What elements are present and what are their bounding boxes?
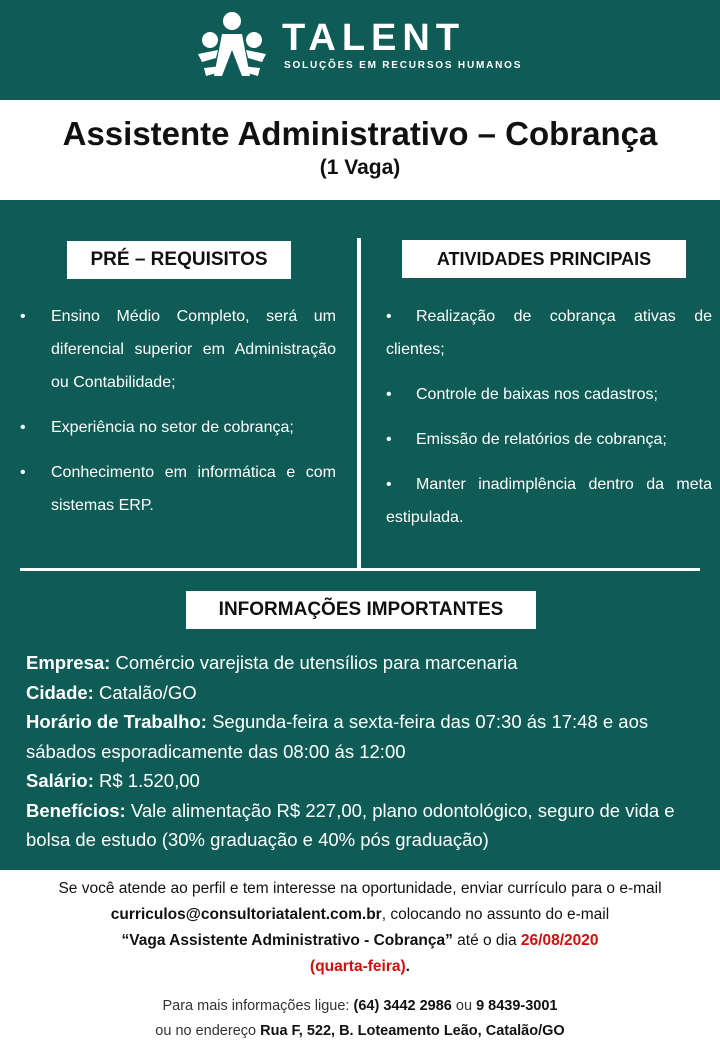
address: Rua F, 522, B. Loteamento Leão, Catalão/GO: [260, 1023, 565, 1039]
benefits-label: Benefícios:: [26, 799, 126, 821]
city-row: [26, 678, 696, 708]
contact-text: ou no endereço: [155, 1023, 257, 1039]
city-value: Catalão/GO: [98, 681, 197, 703]
footer: [0, 870, 720, 1040]
apply-text: , colocando no assunto do e-mail: [381, 906, 610, 923]
talent-people-logo-icon: [192, 10, 272, 88]
hours-value: Segunda-feira a sexta-feira das 07:30 ás 17:48 e aos sábados esporadicamente das 08:00 ás 12:00: [26, 711, 649, 762]
important-info: [26, 648, 696, 855]
requirements-list: [20, 300, 336, 534]
list-item: [386, 423, 712, 456]
phone-number[interactable]: 9 8439-3001: [476, 998, 558, 1014]
list-item: • Experiência no setor de cobrança;: [20, 411, 336, 444]
column-divider: [357, 238, 361, 568]
header-banner: [0, 0, 720, 100]
list-item-text: Realização de cobrança ativas de clientes;: [386, 308, 712, 358]
email-subject: “Vaga Assistente Administrativo - Cobrança”: [121, 932, 453, 949]
list-item-text: Manter inadimplência dentro da meta estipulada.: [386, 476, 712, 526]
section-divider: [20, 568, 700, 571]
list-item: • Conhecimento em informática e com sistemas ERP.: [20, 456, 336, 522]
apply-instructions: [0, 876, 720, 980]
benefits-row: [26, 796, 696, 855]
salary-value: R$ 1.520,00: [99, 770, 200, 791]
info-heading: INFORMAÇÕES IMPORTANTES: [186, 591, 536, 629]
list-item: [386, 468, 712, 534]
city-label: Cidade:: [26, 681, 94, 703]
activities-heading: ATIVIDADES PRINCIPAIS: [402, 240, 686, 278]
contact-text: ou: [455, 998, 473, 1014]
company-row: [26, 648, 696, 678]
deadline-date: 26/08/2020: [520, 932, 599, 949]
salary-label: Salário:: [26, 770, 94, 791]
contact-info: [0, 994, 720, 1044]
phone-number[interactable]: (64) 3442 2986: [353, 998, 452, 1014]
vacancy-count: (1 Vaga): [319, 156, 401, 179]
company-value: Comércio varejista de utensílios para marcenaria: [115, 652, 518, 673]
bullet-icon: •: [386, 308, 392, 325]
title-block: [0, 100, 720, 200]
salary-row: [26, 766, 696, 796]
hours-row: [26, 707, 696, 766]
bullet-icon: •: [386, 431, 392, 448]
bullet-icon: •: [386, 386, 392, 403]
brand-tagline: SOLUÇÕES EM RECURSOS HUMANOS: [284, 60, 523, 71]
list-item-text: Emissão de relatórios de cobrança;: [416, 431, 667, 448]
apply-text: Se você atende ao perfil e tem interesse na oportunidade, enviar currículo para o e-mail: [58, 880, 662, 897]
list-item: [386, 378, 712, 411]
brand-name: TALENT: [282, 17, 466, 59]
apply-text: até o dia: [457, 932, 517, 949]
benefits-value: Vale alimentação R$ 227,00, plano odontológico, seguro de vida e bolsa de estudo (30% graduação e 40% pós graduação): [26, 799, 675, 850]
hours-label: Horário de Trabalho:: [26, 711, 207, 732]
list-item: • Ensino Médio Completo, será um diferencial superior em Administração ou Contabilidade;: [20, 300, 336, 399]
deadline-weekday: (quarta-feira): [310, 958, 406, 975]
list-item: [386, 300, 712, 366]
list-item-text: Controle de baixas nos cadastros;: [416, 386, 658, 403]
email-link[interactable]: curriculos@consultoriatalent.com.br: [110, 906, 382, 923]
activities-list: [386, 300, 712, 546]
period: .: [405, 958, 410, 975]
company-label: Empresa:: [26, 652, 111, 673]
contact-text: Para mais informações ligue:: [162, 998, 350, 1014]
requirements-heading: PRÉ – REQUISITOS: [67, 241, 291, 279]
job-title: Assistente Administrativo – Cobrança: [62, 115, 658, 152]
main-panel: [0, 200, 720, 870]
bullet-icon: •: [386, 476, 392, 493]
